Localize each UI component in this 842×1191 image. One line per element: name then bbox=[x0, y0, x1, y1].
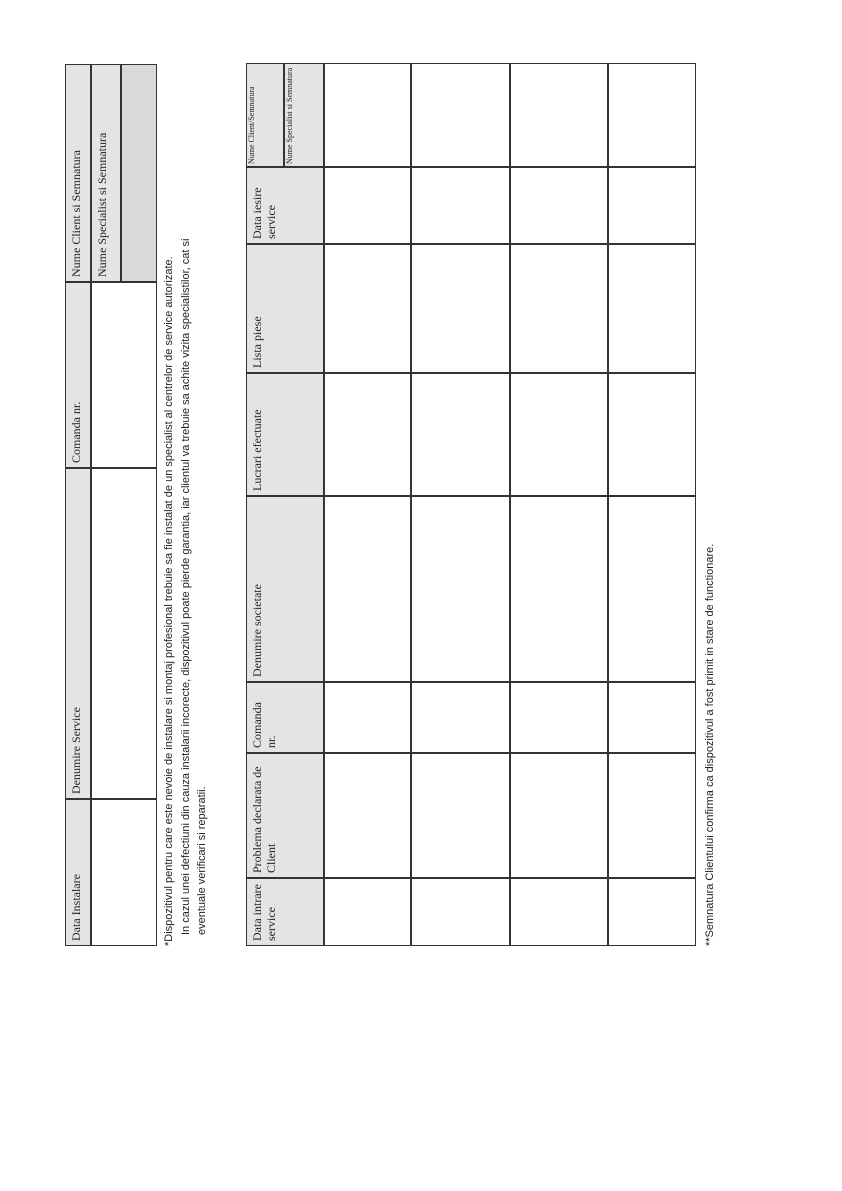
header-data-intrare-service: Data intrare service bbox=[246, 878, 324, 946]
table-row-1-cell[interactable] bbox=[324, 682, 411, 753]
value-denumire-service[interactable] bbox=[91, 468, 157, 799]
table-row-1-cell[interactable] bbox=[324, 63, 411, 167]
table-row-3-cell[interactable] bbox=[510, 373, 608, 496]
table-row-3-cell[interactable] bbox=[510, 244, 608, 373]
table-row-4-cell[interactable] bbox=[608, 63, 696, 167]
table-row-3-cell[interactable] bbox=[510, 63, 608, 167]
header-comanda-nr: Comanda nr. bbox=[65, 282, 91, 468]
table-row-3-cell[interactable] bbox=[510, 496, 608, 682]
table-row-3-cell[interactable] bbox=[510, 753, 608, 878]
footer-note: **Semnatura Clientului confirma ca dispozitivul a fost primit in stare de functionare. bbox=[704, 543, 716, 946]
header-lucrari-efectuate: Lucrari efectuate bbox=[246, 373, 324, 496]
note-line-1: *Dispozitivul pentru care este nevoie de instalare si montaj profesional trebuie sa fie instalat de un specialist al centrelor de service autorizate. bbox=[163, 256, 175, 946]
table-row-4-cell[interactable] bbox=[608, 682, 696, 753]
header-denumire-societate: Denumire societate bbox=[246, 496, 324, 682]
table-row-2-cell[interactable] bbox=[411, 63, 510, 167]
table-row-1-cell[interactable] bbox=[324, 373, 411, 496]
header-nume-client-semnatura-service: Nume Client/Semnatura bbox=[246, 63, 284, 167]
header-comanda-nr-service: Comanda nr. bbox=[246, 682, 324, 753]
note-line-2: In cazul unei defectiuni din cauza instalarii incorecte, dispozitivul poate pierde garantia, iar clientul va trebuie sa achite vizita specialistilor, cat si bbox=[180, 238, 192, 935]
table-row-1-cell[interactable] bbox=[324, 244, 411, 373]
table-row-1-cell[interactable] bbox=[324, 167, 411, 244]
table-row-3-cell[interactable] bbox=[510, 167, 608, 244]
table-row-2-cell[interactable] bbox=[411, 753, 510, 878]
table-row-2-cell[interactable] bbox=[411, 496, 510, 682]
value-nume-specialist[interactable] bbox=[121, 64, 157, 282]
header-nume-specialist-semnatura: Nume Specialist si Semnatura bbox=[91, 64, 121, 282]
table-row-4-cell[interactable] bbox=[608, 753, 696, 878]
table-row-2-cell[interactable] bbox=[411, 244, 510, 373]
table-row-2-cell[interactable] bbox=[411, 682, 510, 753]
note-line-3: eventuale verificari si reparatii. bbox=[196, 786, 208, 935]
table-row-4-cell[interactable] bbox=[608, 244, 696, 373]
table-row-4-cell[interactable] bbox=[608, 373, 696, 496]
table-row-1-cell[interactable] bbox=[324, 496, 411, 682]
table-row-4-cell[interactable] bbox=[608, 496, 696, 682]
table-row-2-cell[interactable] bbox=[411, 878, 510, 946]
table-row-1-cell[interactable] bbox=[324, 753, 411, 878]
table-row-4-cell[interactable] bbox=[608, 167, 696, 244]
table-row-4-cell[interactable] bbox=[608, 878, 696, 946]
value-data-instalare[interactable] bbox=[91, 799, 157, 946]
value-comanda-nr[interactable] bbox=[91, 282, 157, 468]
table-row-1-cell[interactable] bbox=[324, 878, 411, 946]
header-nume-client-semnatura: Nume Client si Semnatura bbox=[65, 64, 91, 282]
header-denumire-service: Denumire Service bbox=[65, 468, 91, 799]
header-lista-piese: Lista piese bbox=[246, 244, 324, 373]
table-row-2-cell[interactable] bbox=[411, 373, 510, 496]
table-row-3-cell[interactable] bbox=[510, 878, 608, 946]
header-problema-declarata: Problema declarata de Client bbox=[246, 753, 324, 878]
table-row-2-cell[interactable] bbox=[411, 167, 510, 244]
header-nume-specialist-service: Nume Specialist si Semnatura bbox=[284, 63, 324, 167]
table-row-3-cell[interactable] bbox=[510, 682, 608, 753]
header-data-instalare: Data Instalare bbox=[65, 799, 91, 946]
header-data-iesire-service: Data iesire service bbox=[246, 167, 324, 244]
